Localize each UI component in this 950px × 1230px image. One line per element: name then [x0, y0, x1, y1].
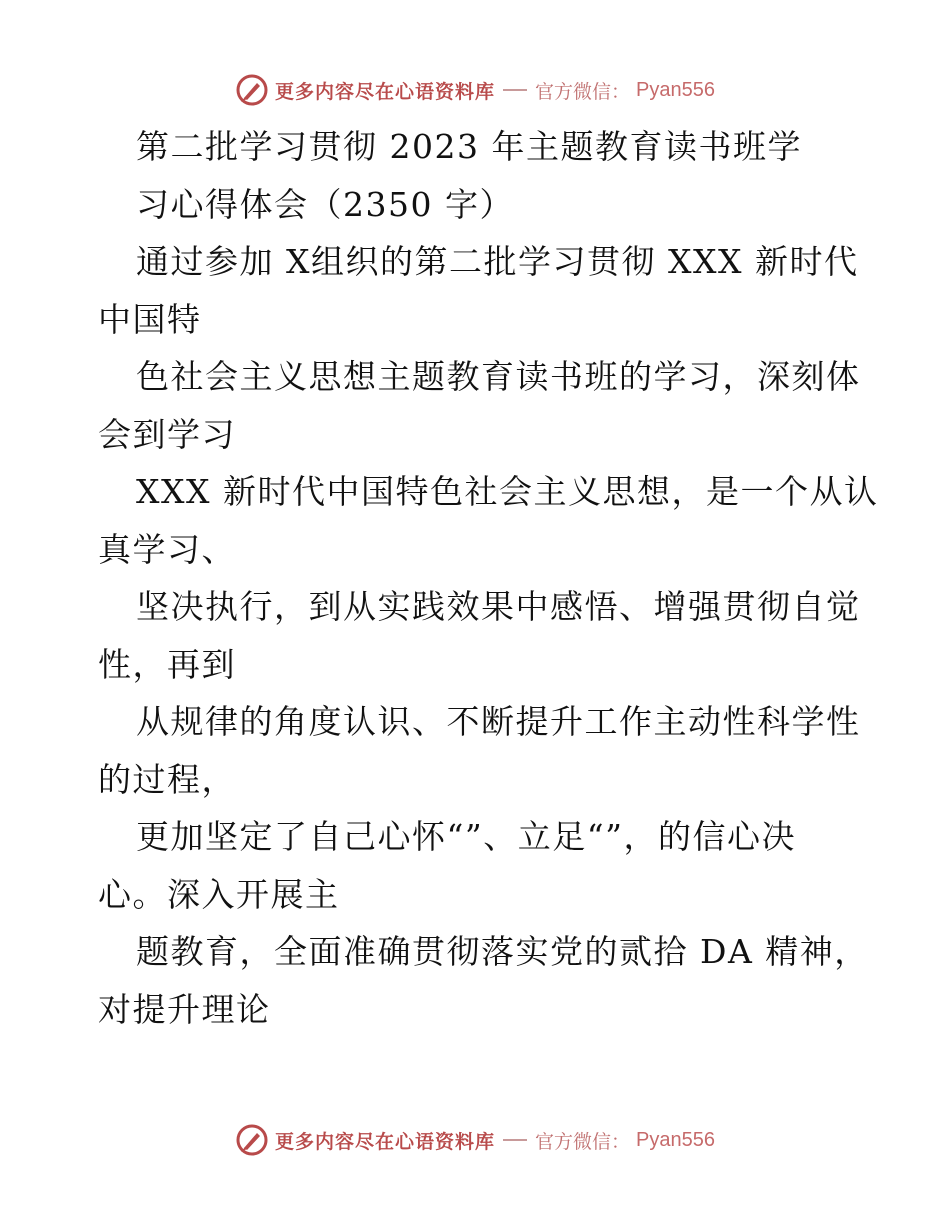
- text-line: XXX 新时代中国特色社会主义思想，是一个从认: [136, 472, 879, 511]
- text-line: 色社会主义思想主题教育读书班的学习，深刻体: [136, 357, 861, 396]
- text-line: 中国特: [98, 299, 202, 339]
- banner-divider: [503, 1139, 527, 1141]
- text-line: 心。深入开展主: [98, 874, 340, 914]
- pen-logo-icon: [235, 73, 269, 107]
- text-line: 坚决执行，到从实践效果中感悟、增强贯彻自觉: [136, 587, 861, 626]
- text-line: 从规律的角度认识、不断提升工作主动性科学性: [136, 702, 861, 741]
- banner-wechat-label: 官方微信：: [535, 80, 631, 103]
- text-line: 题教育，全面准确贯彻落实党的贰拾 DA 精神，: [136, 932, 869, 971]
- text-line: 更加坚定了自己心怀“”、立足“”，的信心决: [136, 817, 796, 856]
- text-line: 通过参加 X组织的第二批学习贯彻 XXX 新时代: [136, 242, 859, 281]
- banner-wechat-label: 官方微信：: [535, 1130, 631, 1153]
- text-line: 习心得体会（2350 字）: [136, 184, 514, 224]
- header-banner: [0, 70, 950, 110]
- banner-brand: 更多内容尽在心语资料库: [275, 80, 496, 103]
- footer-banner: [0, 1120, 950, 1160]
- banner-divider: [503, 89, 527, 91]
- text-line: 会到学习: [98, 414, 236, 454]
- text-line: 第二批学习贯彻 2023 年主题教育读书班学: [136, 127, 802, 166]
- banner-wechat-id: Pyan556: [636, 1128, 715, 1151]
- document-body: [98, 118, 879, 1038]
- text-line: 性，再到: [98, 644, 236, 684]
- text-line: 真学习、: [98, 529, 236, 569]
- pen-logo-icon: [235, 1123, 269, 1157]
- banner-brand: 更多内容尽在心语资料库: [275, 1130, 496, 1153]
- text-line: 对提升理论: [98, 989, 271, 1029]
- banner-wechat-id: Pyan556: [636, 78, 715, 101]
- text-line: 的过程，: [98, 759, 236, 799]
